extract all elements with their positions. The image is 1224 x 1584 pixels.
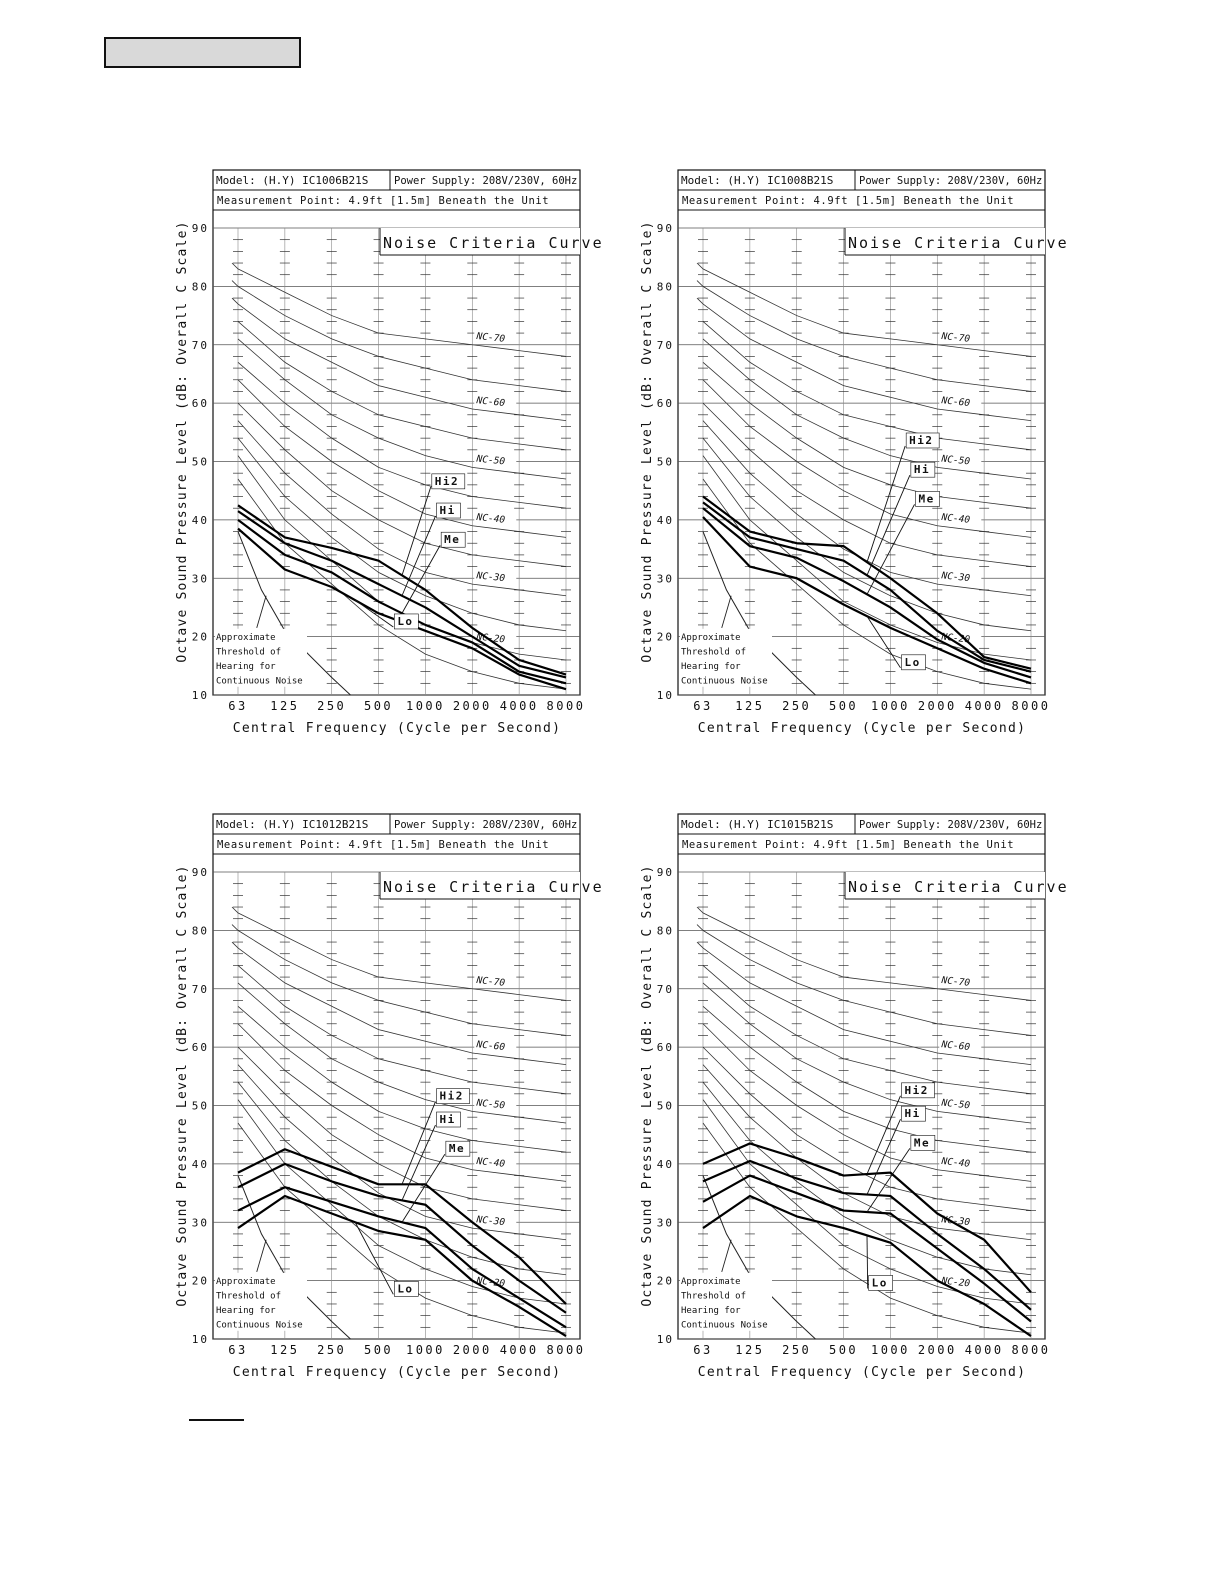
threshold-label: Approximate — [681, 1276, 741, 1287]
y-tick-label: 70 — [191, 338, 209, 352]
nc-curve-label: NC-40 — [475, 511, 506, 526]
nc-reference-curve — [238, 1006, 566, 1152]
threshold-label: Hearing for — [216, 661, 276, 672]
model-label: Model: (H.Y) IC1012B21S — [216, 818, 369, 831]
nc-reference-curve — [703, 362, 1031, 508]
series-label: Lo — [871, 1276, 888, 1290]
series-label: Lo — [397, 614, 414, 628]
threshold-leader — [722, 596, 731, 628]
series-label: Lo — [904, 655, 921, 669]
chart-title: Noise Criteria Curve — [848, 234, 1069, 252]
nc-curve-label: NC-40 — [475, 1155, 506, 1170]
x-tick-label: 4000 — [964, 1343, 1004, 1357]
nc-curve-label: NC-30 — [475, 570, 506, 585]
series-label: Me — [913, 1136, 931, 1150]
y-tick-label: 20 — [656, 1274, 674, 1288]
power-supply-label: Power Supply: 208V/230V, 60Hz — [394, 175, 578, 187]
y-tick-label: 80 — [191, 924, 209, 938]
nc-chart-svg — [640, 812, 1069, 1387]
nc-curve-label: NC-50 — [475, 1097, 506, 1112]
power-supply-label: Power Supply: 208V/230V, 60Hz — [859, 175, 1043, 187]
nc-curve-label: NC-50 — [475, 453, 506, 468]
series-leader — [402, 1154, 445, 1222]
page-tab-box — [104, 37, 301, 68]
y-tick-label: 10 — [656, 689, 674, 702]
nc-chart-svg — [175, 168, 604, 743]
y-tick-label: 80 — [191, 280, 209, 294]
series-leader — [355, 600, 393, 627]
nc-curve-label: NC-20 — [940, 1275, 971, 1290]
x-tick-label: 2000 — [917, 1343, 957, 1357]
y-tick-label: 30 — [191, 1216, 209, 1230]
nc-curve-label: NC-30 — [475, 1214, 506, 1229]
x-tick-label: 1000 — [870, 699, 910, 713]
threshold-label: Threshold of — [681, 1291, 747, 1302]
y-tick-label: 50 — [656, 1099, 674, 1113]
threshold-label: Continuous Noise — [216, 1320, 303, 1331]
nc-chart-ic1015 — [640, 812, 1069, 1387]
nc-reference-curve — [703, 1006, 1031, 1152]
x-tick-label: 125 — [735, 699, 765, 713]
nc-curve-label: NC-70 — [940, 974, 971, 989]
x-axis-label: Central Frequency (Cycle per Second) — [697, 721, 1027, 736]
threshold-label: Threshold of — [216, 647, 282, 658]
nc-reference-curve — [238, 983, 566, 1123]
x-tick-label: 1000 — [870, 1343, 910, 1357]
series-leader — [867, 504, 915, 594]
threshold-label: Continuous Noise — [681, 676, 768, 687]
chart-title: Noise Criteria Curve — [848, 878, 1069, 896]
nc-curve-label: NC-60 — [940, 1039, 971, 1054]
y-tick-label: 30 — [191, 572, 209, 586]
series-leader — [867, 1119, 900, 1194]
threshold-label: Approximate — [681, 632, 741, 643]
nc-curve-label: NC-20 — [940, 631, 971, 646]
y-tick-label: 40 — [656, 1157, 674, 1171]
nc-reference-curve — [703, 339, 1031, 479]
nc-reference-curve — [238, 362, 566, 508]
threshold-label: Hearing for — [216, 1305, 276, 1316]
y-axis-label: Octave Sound Pressure Level (dB: Overall C Scale) — [640, 864, 655, 1307]
power-supply-label: Power Supply: 208V/230V, 60Hz — [859, 819, 1043, 831]
measurement-point-label: Measurement Point: 4.9ft [1.5m] Beneath the Unit — [682, 839, 1015, 851]
y-tick-label: 60 — [191, 1041, 209, 1055]
x-tick-label: 63 — [228, 1343, 248, 1357]
nc-chart-ic1012 — [175, 812, 604, 1387]
y-tick-label: 20 — [656, 630, 674, 644]
nc-curve-label: NC-40 — [940, 1155, 971, 1170]
y-tick-label: 50 — [656, 455, 674, 469]
threshold-label: Continuous Noise — [216, 676, 303, 687]
y-tick-label: 10 — [656, 1333, 674, 1346]
y-axis-label: Octave Sound Pressure Level (dB: Overall C Scale) — [175, 864, 190, 1307]
model-label: Model: (H.Y) IC1015B21S — [681, 818, 834, 831]
y-tick-label: 70 — [656, 982, 674, 996]
x-axis-label: Central Frequency (Cycle per Second) — [232, 1365, 562, 1380]
x-tick-label: 125 — [270, 1343, 300, 1357]
nc-reference-curve — [703, 983, 1031, 1123]
nc-curve-label: NC-60 — [475, 1039, 506, 1054]
x-tick-label: 500 — [363, 1343, 394, 1357]
power-supply-label: Power Supply: 208V/230V, 60Hz — [394, 819, 578, 831]
x-tick-label: 8000 — [1011, 699, 1051, 713]
chart-title: Noise Criteria Curve — [383, 234, 604, 252]
series-label: Hi2 — [904, 1083, 929, 1097]
nc-curve-label: NC-70 — [940, 330, 971, 345]
threshold-label: Approximate — [216, 1276, 276, 1287]
x-tick-label: 4000 — [964, 699, 1004, 713]
x-tick-label: 8000 — [546, 1343, 586, 1357]
nc-curve-label: NC-30 — [940, 570, 971, 585]
y-tick-label: 90 — [191, 866, 209, 879]
threshold-leader — [722, 1240, 731, 1272]
nc-curve-label: NC-60 — [940, 395, 971, 410]
y-tick-label: 60 — [656, 1041, 674, 1055]
x-axis-label: Central Frequency (Cycle per Second) — [697, 1365, 1027, 1380]
y-tick-label: 10 — [191, 1333, 209, 1346]
x-tick-label: 1000 — [405, 1343, 445, 1357]
threshold-label: Continuous Noise — [681, 1320, 768, 1331]
y-tick-label: 40 — [191, 513, 209, 527]
series-label: Lo — [397, 1282, 414, 1296]
nc-curve-label: NC-70 — [475, 330, 506, 345]
model-label: Model: (H.Y) IC1008B21S — [681, 174, 834, 187]
threshold-leader — [257, 1240, 266, 1272]
x-tick-label: 500 — [363, 699, 394, 713]
x-axis-label: Central Frequency (Cycle per Second) — [232, 721, 562, 736]
x-tick-label: 63 — [228, 699, 248, 713]
series-label: Me — [444, 533, 461, 547]
x-tick-label: 8000 — [546, 699, 586, 713]
y-tick-label: 90 — [191, 222, 209, 235]
y-tick-label: 50 — [191, 455, 209, 469]
x-tick-label: 250 — [782, 699, 812, 713]
threshold-label: Approximate — [216, 632, 276, 643]
nc-curve-label: NC-30 — [940, 1214, 971, 1229]
series-label: Hi — [439, 1113, 456, 1127]
y-tick-label: 30 — [656, 1216, 674, 1230]
model-label: Model: (H.Y) IC1006B21S — [216, 174, 369, 187]
y-tick-label: 40 — [656, 513, 674, 527]
nc-curve-label: NC-70 — [475, 974, 506, 989]
nc-curve-label: NC-20 — [475, 1275, 506, 1290]
nc-chart-ic1006 — [175, 168, 604, 743]
y-tick-label: 80 — [656, 924, 674, 938]
x-tick-label: 4000 — [499, 699, 539, 713]
y-axis-label: Octave Sound Pressure Level (dB: Overall C Scale) — [640, 220, 655, 663]
x-tick-label: 125 — [270, 699, 300, 713]
y-tick-label: 60 — [191, 397, 209, 411]
y-tick-label: 50 — [191, 1099, 209, 1113]
measurement-point-label: Measurement Point: 4.9ft [1.5m] Beneath the Unit — [682, 195, 1015, 207]
x-tick-label: 500 — [828, 699, 859, 713]
y-tick-label: 40 — [191, 1157, 209, 1171]
threshold-label: Hearing for — [681, 661, 741, 672]
y-tick-label: 20 — [191, 630, 209, 644]
x-tick-label: 2000 — [917, 699, 957, 713]
y-tick-label: 90 — [656, 222, 674, 235]
y-axis-label: Octave Sound Pressure Level (dB: Overall C Scale) — [175, 220, 190, 663]
nc-reference-curve — [238, 339, 566, 479]
series-label: Hi — [913, 463, 931, 477]
x-tick-label: 250 — [317, 1343, 347, 1357]
measurement-point-label: Measurement Point: 4.9ft [1.5m] Beneath the Unit — [217, 839, 550, 851]
series-label: Me — [918, 492, 935, 506]
series-label: Hi2 — [439, 1089, 464, 1103]
y-tick-label: 10 — [191, 689, 209, 702]
series-leader — [867, 1096, 900, 1174]
series-leader — [867, 446, 905, 562]
x-tick-label: 500 — [828, 1343, 859, 1357]
nc-chart-svg — [175, 812, 604, 1387]
y-tick-label: 60 — [656, 397, 674, 411]
x-tick-label: 63 — [693, 699, 713, 713]
nc-curve-label: NC-50 — [940, 453, 971, 468]
x-tick-label: 250 — [782, 1343, 812, 1357]
x-tick-label: 8000 — [1011, 1343, 1051, 1357]
nc-curve-label: NC-40 — [940, 511, 971, 526]
x-tick-label: 125 — [735, 1343, 765, 1357]
y-tick-label: 70 — [656, 338, 674, 352]
y-tick-label: 90 — [656, 866, 674, 879]
nc-chart-ic1008 — [640, 168, 1069, 743]
footnote-rule — [189, 1419, 244, 1421]
x-tick-label: 2000 — [452, 699, 492, 713]
nc-chart-svg — [640, 168, 1069, 743]
y-tick-label: 70 — [191, 982, 209, 996]
measurement-point-label: Measurement Point: 4.9ft [1.5m] Beneath the Unit — [217, 195, 550, 207]
x-tick-label: 4000 — [499, 1343, 539, 1357]
nc-curve-label: NC-60 — [475, 395, 506, 410]
x-tick-label: 1000 — [405, 699, 445, 713]
series-label: Me — [448, 1142, 466, 1156]
x-tick-label: 63 — [693, 1343, 713, 1357]
threshold-leader — [257, 596, 266, 628]
nc-curve-label: NC-20 — [475, 631, 506, 646]
threshold-label: Hearing for — [681, 1305, 741, 1316]
series-label: Hi2 — [909, 433, 934, 447]
x-tick-label: 2000 — [452, 1343, 492, 1357]
series-label: Hi — [904, 1107, 921, 1121]
threshold-label: Threshold of — [216, 1291, 282, 1302]
chart-title: Noise Criteria Curve — [383, 878, 604, 896]
y-tick-label: 30 — [656, 572, 674, 586]
series-leader — [402, 1102, 435, 1185]
y-tick-label: 20 — [191, 1274, 209, 1288]
x-tick-label: 250 — [317, 699, 347, 713]
series-label: Hi — [439, 504, 456, 518]
threshold-label: Threshold of — [681, 647, 747, 658]
y-tick-label: 80 — [656, 280, 674, 294]
nc-curve-label: NC-50 — [940, 1097, 971, 1112]
series-label: Hi2 — [434, 474, 460, 488]
